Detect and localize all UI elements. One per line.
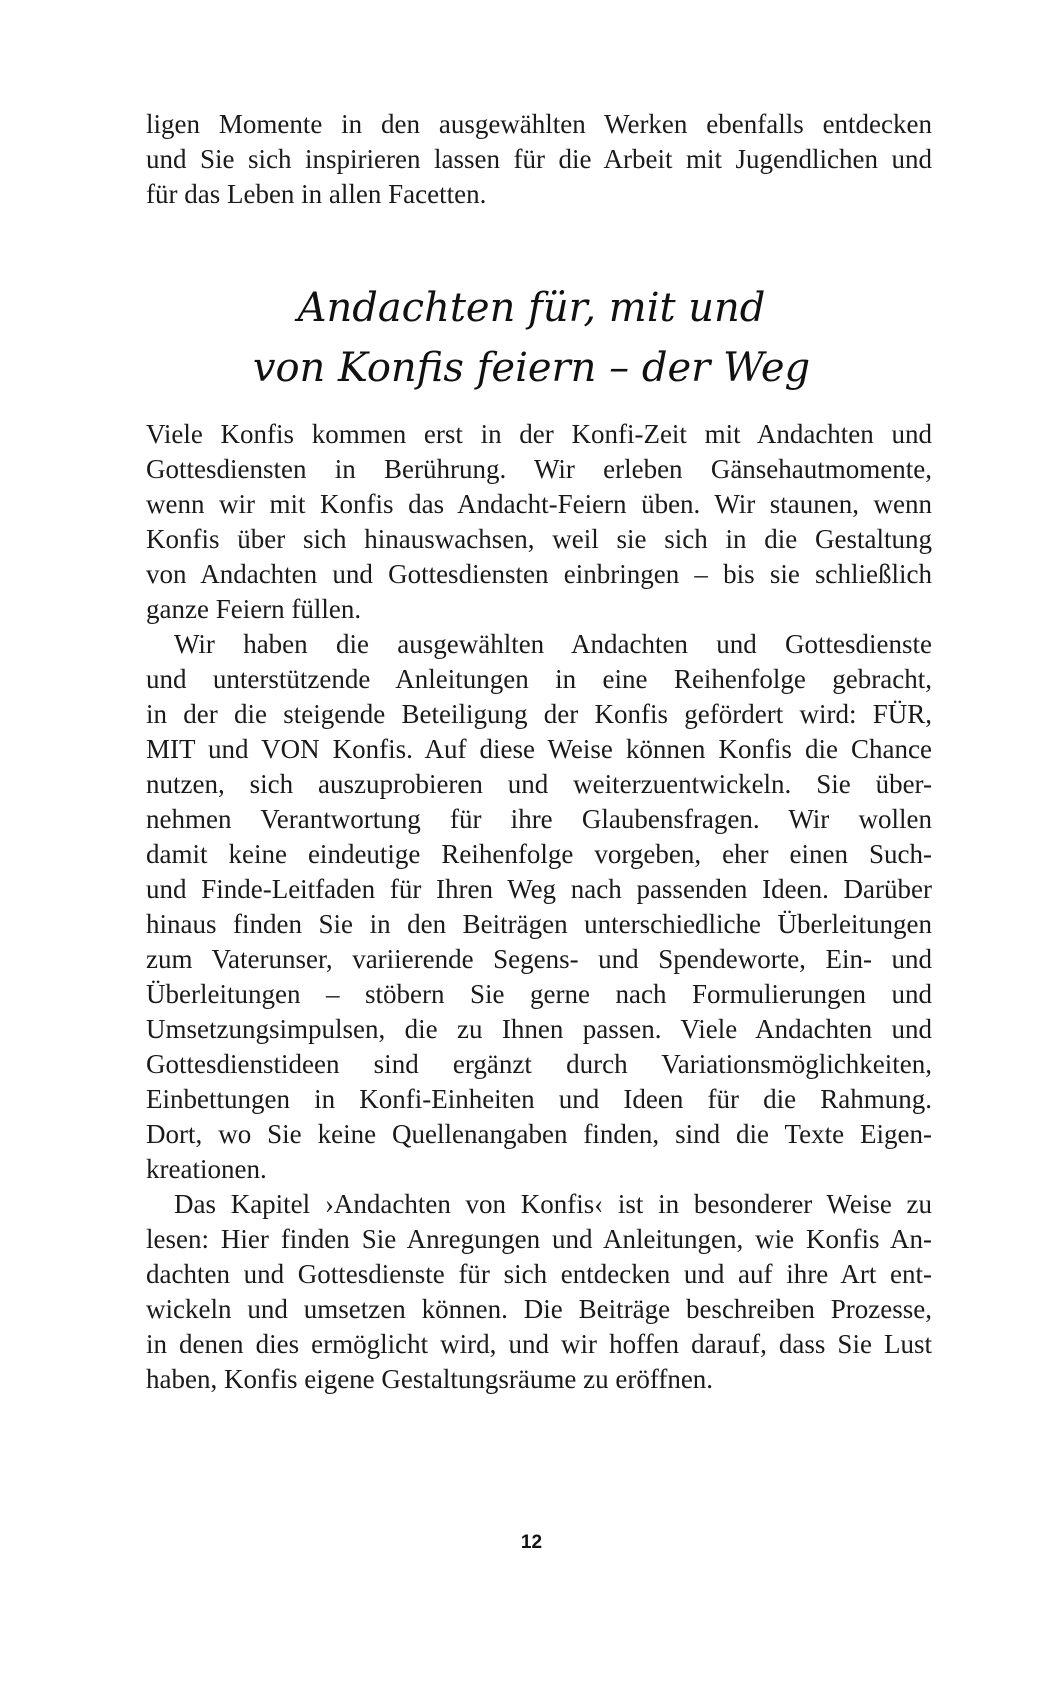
- text-line: in der die steigende Beteiligung der Konfis gefördert wird: FÜR,: [146, 699, 932, 729]
- text-line: lesen: Hier finden Sie Anregungen und Anleitungen, wie Konfis An-: [146, 1224, 932, 1254]
- text-line: nutzen, sich auszuprobieren und weiterzuentwickeln. Sie über-: [146, 769, 932, 799]
- text-line: haben, Konfis eigene Gestaltungsräume zu eröffnen.: [146, 1364, 714, 1394]
- text-line: ganze Feiern füllen.: [146, 594, 362, 624]
- text-line: und Finde-Leitfaden für Ihren Weg nach passenden Ideen. Darüber: [146, 874, 932, 904]
- text-line: Viele Konfis kommen erst in der Konfi-Zeit mit Andachten und: [146, 419, 932, 449]
- text-line: Konfis über sich hinauswachsen, weil sie sich in die Gestaltung: [146, 524, 932, 554]
- text-line: Einbettungen in Konfi-Einheiten und Ideen für die Rahmung.: [146, 1084, 932, 1114]
- text-line: Umsetzungsimpulsen, die zu Ihnen passen. Viele Andachten und: [146, 1014, 932, 1044]
- intro-paragraph: [146, 107, 932, 212]
- text-line: Gottesdiensten in Berührung. Wir erleben Gänsehautmomente,: [146, 454, 932, 484]
- text-line: dachten und Gottesdienste für sich entdecken und auf ihre Art ent-: [146, 1259, 932, 1289]
- heading-line: Andachten für, mit und: [297, 285, 766, 331]
- chapter-heading: [0, 278, 1063, 398]
- text-line: Dort, wo Sie keine Quellenangaben finden, sind die Texte Eigen-: [146, 1119, 932, 1149]
- text-line: nehmen Verantwortung für ihre Glaubensfragen. Wir wollen: [146, 804, 932, 834]
- text-line: Wir haben die ausgewählten Andachten und Gottesdienste: [174, 629, 932, 659]
- text-line: Überleitungen – stöbern Sie gerne nach Formulierungen und: [146, 979, 932, 1009]
- text-line: hinaus finden Sie in den Beiträgen unterschiedliche Überleitungen: [146, 909, 932, 939]
- text-line: ligen Momente in den ausgewählten Werken ebenfalls entdecken: [146, 109, 932, 139]
- text-line: damit keine eindeutige Reihenfolge vorgeben, eher einen Such-: [146, 839, 932, 869]
- text-line: Das Kapitel ›Andachten von Konfis‹ ist in besonderer Weise zu: [174, 1189, 932, 1219]
- paragraph-2: [146, 627, 932, 1187]
- text-line: in denen dies ermöglicht wird, und wir hoffen darauf, dass Sie Lust: [146, 1329, 932, 1359]
- text-line: für das Leben in allen Facetten.: [146, 179, 487, 209]
- text-line: und Sie sich inspirieren lassen für die Arbeit mit Jugendlichen und: [146, 144, 932, 174]
- paragraph-3: [146, 1187, 932, 1397]
- text-line: von Andachten und Gottesdiensten einbringen – bis sie schließlich: [146, 559, 932, 589]
- text-line: wickeln und umsetzen können. Die Beiträge beschreiben Prozesse,: [146, 1294, 932, 1324]
- paragraph-1: [146, 417, 932, 627]
- text-line: zum Vaterunser, variierende Segens- und Spendeworte, Ein- und: [146, 944, 932, 974]
- page-number: 12: [520, 1532, 543, 1553]
- heading-line: von Konfis feiern – der Weg: [252, 345, 811, 391]
- text-line: wenn wir mit Konfis das Andacht-Feiern üben. Wir staunen, wenn: [146, 489, 932, 519]
- text-line: kreationen.: [146, 1154, 267, 1184]
- text-line: Gottesdienstideen sind ergänzt durch Variationsmöglichkeiten,: [146, 1049, 932, 1079]
- text-line: MIT und VON Konfis. Auf diese Weise können Konfis die Chance: [146, 734, 932, 764]
- text-line: und unterstützende Anleitungen in eine Reihenfolge gebracht,: [146, 664, 932, 694]
